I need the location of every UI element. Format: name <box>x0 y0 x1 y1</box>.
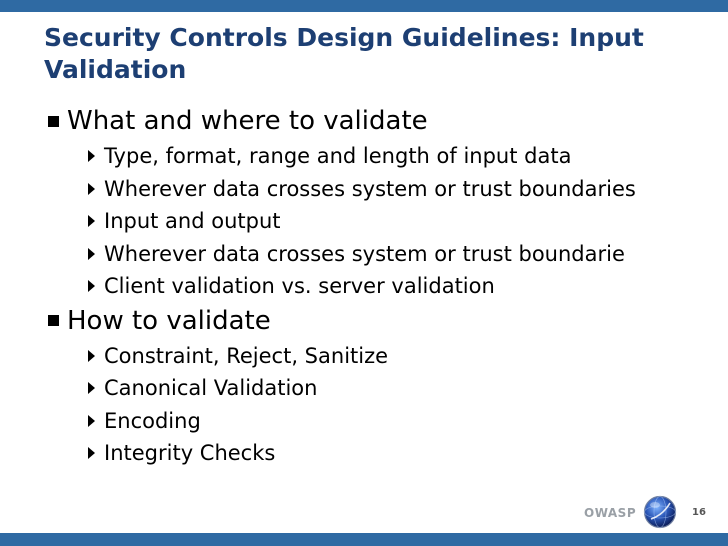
slide-title: Security Controls Design Guidelines: Input Validation <box>44 23 644 84</box>
level2-bullet <box>48 340 718 373</box>
triangle-bullet-icon <box>88 350 95 362</box>
bullet-section <box>48 304 718 470</box>
bullet-text: Wherever data crosses system or trust boundarie <box>104 241 625 266</box>
triangle-bullet-icon <box>88 280 95 292</box>
level1-bullet <box>48 104 718 138</box>
level2-bullet <box>48 270 718 303</box>
level2-bullet <box>48 437 718 470</box>
level2-bullet <box>48 140 718 173</box>
triangle-bullet-icon <box>88 447 95 459</box>
bullet-text: Integrity Checks <box>104 441 276 465</box>
level2-bullet <box>48 372 718 405</box>
square-bullet-icon <box>48 116 59 127</box>
top-accent-bar <box>0 0 728 12</box>
footer-org-name: OWASP <box>584 506 637 520</box>
level1-bullet <box>48 304 718 338</box>
bullet-text: Client validation vs. server validation <box>104 274 495 298</box>
triangle-bullet-icon <box>88 415 95 427</box>
bullet-text: Canonical Validation <box>104 376 318 400</box>
triangle-bullet-icon <box>88 215 95 227</box>
bullet-section <box>48 104 718 303</box>
globe-icon <box>643 495 677 529</box>
triangle-bullet-icon <box>88 150 95 162</box>
bullet-text: Encoding <box>104 408 201 433</box>
slide-content <box>48 104 718 471</box>
triangle-bullet-icon <box>88 382 95 394</box>
level2-bullet <box>48 238 718 271</box>
level2-bullet <box>48 405 718 438</box>
page-number: 16 <box>692 507 706 518</box>
triangle-bullet-icon <box>88 248 95 260</box>
triangle-bullet-icon <box>88 183 95 195</box>
section-heading: How to validate <box>67 305 271 336</box>
level2-bullet <box>48 205 718 238</box>
bullet-text: Input and output <box>104 209 281 233</box>
level2-bullet <box>48 173 718 206</box>
bullet-text: Wherever data crosses system or trust boundaries <box>104 176 636 201</box>
bottom-accent-bar <box>0 533 728 546</box>
bullet-text: Constraint, Reject, Sanitize <box>104 343 389 368</box>
section-heading: What and where to validate <box>67 106 428 136</box>
square-bullet-icon <box>48 315 59 326</box>
bullet-text: Type, format, range and length of input data <box>104 144 572 168</box>
